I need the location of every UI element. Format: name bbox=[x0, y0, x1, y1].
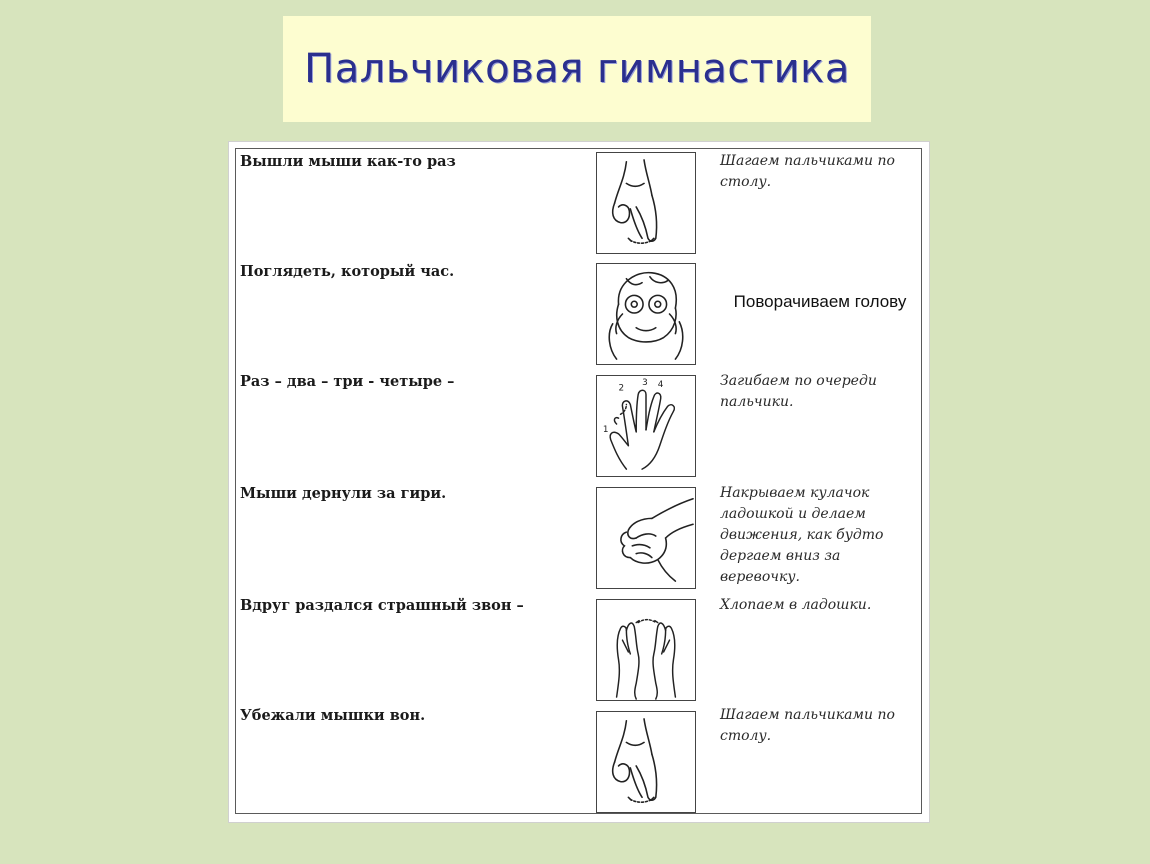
action-text: Хлопаем в ладошки. bbox=[720, 597, 872, 613]
verse-line: Раз – два – три - четыре – bbox=[240, 373, 455, 390]
child-looking-icon bbox=[596, 263, 696, 365]
verse-line: Мыши дернули за гири. bbox=[240, 485, 447, 502]
walking-fingers-icon bbox=[596, 152, 696, 254]
action-text: Шагаем пальчиками по столу. bbox=[720, 153, 895, 190]
clapping-hands-icon bbox=[596, 599, 696, 701]
verse-line: Вдруг раздался страшный звон – bbox=[240, 597, 524, 614]
count-label: 2 bbox=[618, 383, 625, 394]
verse-line: Поглядеть, который час. bbox=[240, 263, 455, 280]
page-title: Пальчиковая гимнастика bbox=[304, 46, 850, 92]
exercise-sheet bbox=[228, 141, 930, 823]
count-label: 3 bbox=[642, 377, 648, 388]
action-text: Накрываем кулачок ладошкой и делаем движения, как будто дергаем вниз за веревочку. bbox=[720, 485, 884, 585]
action-text: Шагаем пальчиками по столу. bbox=[720, 707, 895, 744]
counting-hand-icon bbox=[596, 375, 696, 477]
action-text: Загибаем по очереди пальчики. bbox=[720, 373, 877, 410]
exercise-table bbox=[235, 148, 922, 814]
count-label: 1 bbox=[602, 424, 609, 435]
verse-line: Убежали мышки вон. bbox=[240, 707, 426, 724]
count-label: 4 bbox=[657, 379, 664, 390]
title-banner bbox=[283, 16, 871, 122]
walking-fingers-icon bbox=[596, 711, 696, 813]
fist-in-palm-icon bbox=[596, 487, 696, 589]
action-text: Поворачиваем голову bbox=[733, 292, 907, 311]
verse-line: Вышли мыши как-то раз bbox=[240, 153, 456, 170]
